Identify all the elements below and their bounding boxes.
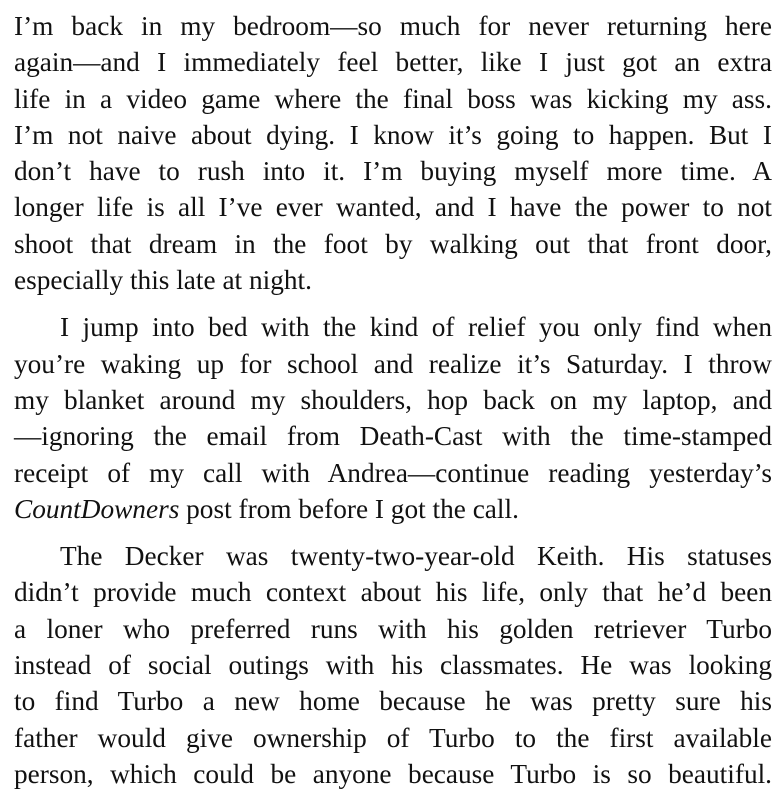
text-line: I jump into bed with the kind of relief you only find when bbox=[60, 312, 772, 343]
text-line: didn’t provide much context about his life, only that he’d been bbox=[14, 577, 772, 608]
text-line: I’m back in my bedroom—so much for never returning here bbox=[14, 11, 772, 41]
paragraph-1 bbox=[14, 8, 772, 298]
text-line bbox=[14, 491, 772, 527]
text-line: life in a video game where the final boss was kicking my ass. bbox=[14, 83, 772, 114]
text-line: don’t have to rush into it. I’m buying myself more time. A bbox=[14, 156, 772, 187]
text-line: longer life is all I’ve ever wanted, and I have the power to not bbox=[14, 192, 772, 223]
text-line: The Decker was twenty-two-year-old Keith. His statuses bbox=[60, 541, 772, 572]
text-line: father would give ownership of Turbo to the first available bbox=[14, 722, 772, 753]
text-line: shoot that dream in the foot by walking out that front door, bbox=[14, 228, 772, 259]
text-line: receipt of my call with Andrea—continue reading yesterday’s bbox=[14, 457, 772, 488]
text-line: my blanket around my shoulders, hop back on my laptop, and bbox=[14, 384, 772, 415]
italic-title: CountDowners bbox=[14, 493, 180, 524]
text-line: to find Turbo a new home because he was pretty sure his bbox=[14, 686, 772, 717]
text-line: —ignoring the email from Death-Cast with the time-stamped bbox=[14, 421, 772, 452]
text-line: you’re waking up for school and realize it’s Saturday. I throw bbox=[14, 348, 772, 379]
paragraph-2 bbox=[14, 309, 772, 527]
text-line: instead of social outings with his classmates. He was looking bbox=[14, 650, 772, 681]
paragraph-3 bbox=[14, 538, 772, 792]
text-line: especially this late at night. bbox=[14, 265, 312, 296]
text-line: I’m not naive about dying. I know it’s going to happen. But I bbox=[14, 119, 772, 150]
text-line: person, which could be anyone because Turbo is so beautiful. bbox=[14, 758, 772, 789]
text-line: again—and I immediately feel better, like I just got an extra bbox=[14, 47, 772, 78]
text-fragment: post from before I got the call. bbox=[179, 493, 519, 524]
text-line: a loner who preferred runs with his golden retriever Turbo bbox=[14, 613, 772, 644]
book-page bbox=[14, 8, 772, 803]
